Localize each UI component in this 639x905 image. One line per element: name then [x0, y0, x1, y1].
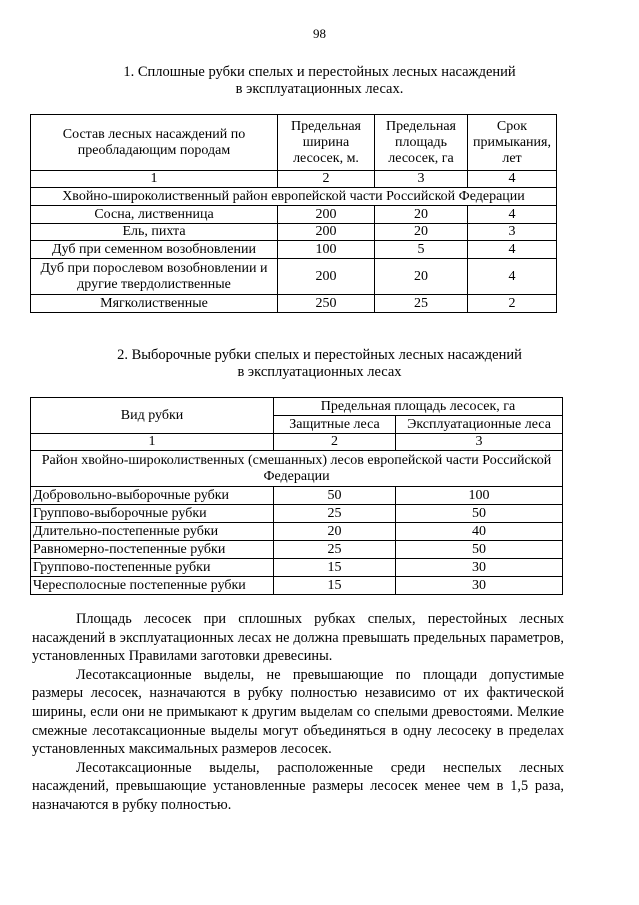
section2-title-line1: 2. Выборочные рубки спелых и перестойных лесных насаждений [117, 347, 522, 363]
table-row [31, 206, 557, 224]
region-label: Район хвойно-широколиственных (смешанных) лесов европейской части Российской Федерации [31, 451, 563, 487]
cutting-type-name: Равномерно-постепенные рубки [31, 541, 274, 559]
clear-cutting-table [30, 114, 557, 313]
column-number-row [31, 434, 563, 451]
term-value: 3 [468, 224, 557, 241]
section2-title-line2: в эксплуатационных лесах [237, 364, 402, 380]
protective-value: 25 [274, 505, 396, 523]
paragraph: Лесотаксационные выделы, расположенные среди неспелых лесных насаждений, превышающие установленные размеры лесосек менее чем в 1,5 раза, назначаются в рубку полностью. [32, 759, 564, 813]
width-value: 200 [278, 206, 375, 224]
column-number: 3 [375, 171, 468, 188]
header-max-width: Предельная ширина лесосек, м. [278, 115, 375, 171]
width-value: 200 [278, 224, 375, 241]
area-value: 20 [375, 259, 468, 295]
header-composition: Состав лесных насаждений по преобладающим породам [31, 115, 278, 171]
species-name: Ель, пихта [31, 224, 278, 241]
area-value: 20 [375, 206, 468, 224]
section2-title [0, 347, 639, 381]
table-row [31, 241, 557, 259]
area-value: 25 [375, 295, 468, 313]
table-row [31, 295, 557, 313]
header-cutting-type: Вид рубки [31, 398, 274, 434]
cutting-type-name: Добровольно-выборочные рубки [31, 487, 274, 505]
header-max-area: Предельная площадь лесосек, га [274, 398, 563, 416]
column-number: 1 [31, 434, 274, 451]
term-value: 4 [468, 241, 557, 259]
protective-value: 50 [274, 487, 396, 505]
table-row [31, 523, 563, 541]
area-value: 5 [375, 241, 468, 259]
table-row [31, 224, 557, 241]
width-value: 250 [278, 295, 375, 313]
header-exploitation-forests: Эксплуатационные леса [396, 416, 563, 434]
area-value: 20 [375, 224, 468, 241]
region-row [31, 451, 563, 487]
column-number: 2 [274, 434, 396, 451]
header-adjacency-term: Срок примыкания, лет [468, 115, 557, 171]
header-protective-forests: Защитные леса [274, 416, 396, 434]
exploitation-value: 100 [396, 487, 563, 505]
exploitation-value: 50 [396, 541, 563, 559]
exploitation-value: 40 [396, 523, 563, 541]
table-row [31, 559, 563, 577]
term-value: 4 [468, 259, 557, 295]
protective-value: 20 [274, 523, 396, 541]
species-name: Сосна, лиственница [31, 206, 278, 224]
protective-value: 15 [274, 559, 396, 577]
exploitation-value: 50 [396, 505, 563, 523]
cutting-type-name: Группово-выборочные рубки [31, 505, 274, 523]
page-number: 98 [313, 26, 326, 41]
table-row [31, 259, 557, 295]
region-label: Хвойно-широколиственный район европейской части Российской Федерации [31, 188, 557, 206]
paragraph: Лесотаксационные выделы, не превышающие по площади допустимые размеры лесосек, назначаются в рубку полностью независимо от их фактической ширины, если они не примыкают к другим выделам со спелыми древостоями. Мелкие смежные лесотаксационные выделы могут объединяться в одну лесосеку в пределах установленных максимальных размеров лесосек. [32, 666, 564, 758]
section1-title-line2: в эксплуатационных лесах. [235, 81, 404, 97]
paragraph: Площадь лесосек при сплошных рубках спелых, перестойных лесных насаждений в эксплуатационных лесах не должна превышать предельных параметров, установленных Правилами заготовки древесины. [32, 611, 564, 665]
section1-title [0, 64, 639, 98]
column-number: 2 [278, 171, 375, 188]
column-number: 3 [396, 434, 563, 451]
protective-value: 15 [274, 577, 396, 595]
table-row [31, 577, 563, 595]
body-text [32, 610, 564, 815]
table-header-row [31, 115, 557, 171]
cutting-type-name: Группово-постепенные рубки [31, 559, 274, 577]
column-number: 1 [31, 171, 278, 188]
table-header-row [31, 398, 563, 416]
species-name: Дуб при семенном возобновлении [31, 241, 278, 259]
selective-cutting-table [30, 397, 563, 595]
exploitation-value: 30 [396, 577, 563, 595]
region-row [31, 188, 557, 206]
section1-title-line1: 1. Сплошные рубки спелых и перестойных лесных насаждений [123, 64, 516, 80]
header-max-area: Предельная площадь лесосек, га [375, 115, 468, 171]
exploitation-value: 30 [396, 559, 563, 577]
width-value: 200 [278, 259, 375, 295]
species-name: Дуб при порослевом возобновлении и другие твердолиственные [31, 259, 278, 295]
table-row [31, 487, 563, 505]
table-row [31, 541, 563, 559]
width-value: 100 [278, 241, 375, 259]
column-number: 4 [468, 171, 557, 188]
table-row [31, 505, 563, 523]
protective-value: 25 [274, 541, 396, 559]
cutting-type-name: Чересполосные постепенные рубки [31, 577, 274, 595]
column-number-row [31, 171, 557, 188]
term-value: 2 [468, 295, 557, 313]
cutting-type-name: Длительно-постепенные рубки [31, 523, 274, 541]
species-name: Мягколиственные [31, 295, 278, 313]
term-value: 4 [468, 206, 557, 224]
